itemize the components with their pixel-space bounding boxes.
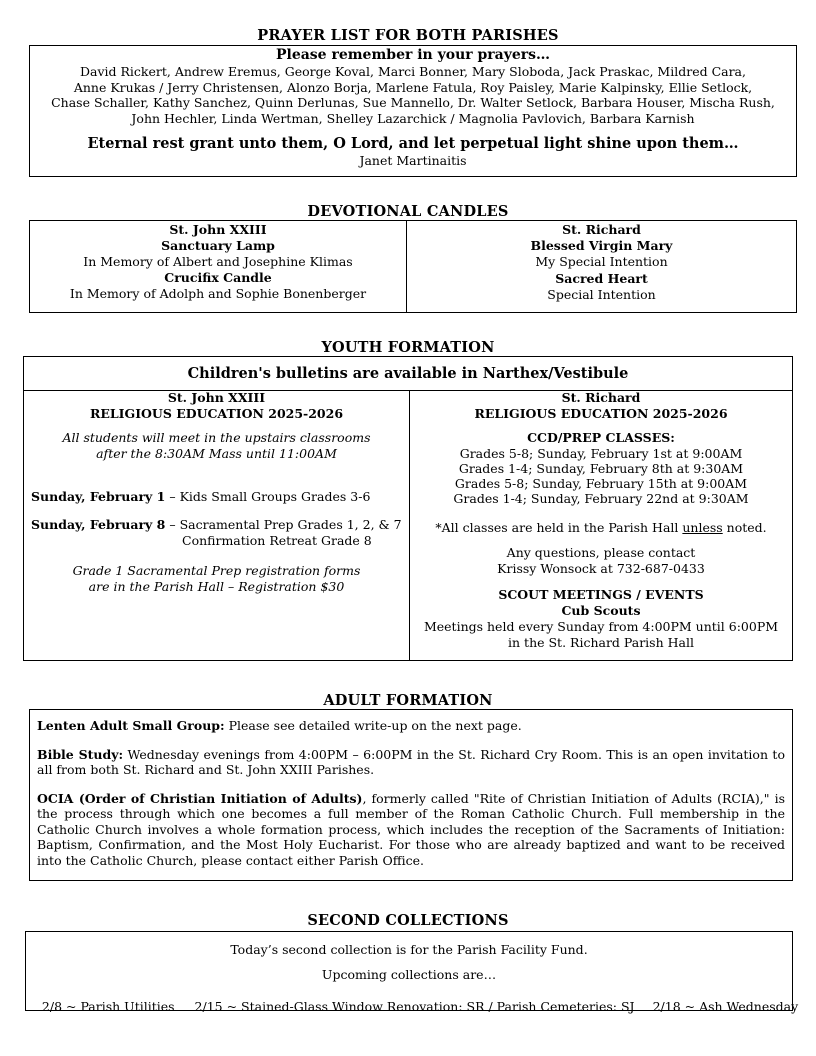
candles-left xyxy=(30,221,407,312)
classes-held-unless: unless xyxy=(682,520,723,535)
prayer-names-line: David Rickert, Andrew Eremus, George Koval, Marci Bonner, Mary Sloboda, Jack Praskac, Mildred Cara, xyxy=(79,64,746,79)
youth-left xyxy=(24,390,410,660)
candles-right-parish: St. Richard xyxy=(562,222,641,237)
ccd-heading: CCD/PREP CLASSES: xyxy=(527,430,675,445)
ccd-class-item: Grades 1-4; Sunday, February 8th at 9:30AM xyxy=(458,461,744,476)
ccd-class-item: Grades 5-8; Sunday, February 1st at 9:00AM xyxy=(459,446,743,461)
prayer-box xyxy=(29,45,797,177)
collection-item: 2/18 ~ Ash Wednesday xyxy=(652,999,799,1014)
candles-box xyxy=(29,220,797,313)
contact-line1: Any questions, please contact xyxy=(506,545,696,560)
candles-right xyxy=(407,221,796,312)
collections-items-row xyxy=(26,983,799,1031)
collection-item: 2/8 ~ Parish Utilities xyxy=(41,999,175,1014)
adult-bible-label: Bible Study: xyxy=(37,746,124,762)
candles-left-item2-memo: In Memory of Adolph and Sophie Bonenberger xyxy=(69,286,367,301)
scout-line2: in the St. Richard Parish Hall xyxy=(508,635,694,650)
adult-lenten-label: Lenten Adult Small Group: xyxy=(37,718,225,733)
youth-right-program: RELIGIOUS EDUCATION 2025-2026 xyxy=(474,406,728,421)
collections-upcoming: Upcoming collections are… xyxy=(321,967,497,982)
candles-right-item1: Blessed Virgin Mary xyxy=(530,238,673,253)
youth-banner: Children's bulletins are available in Narthex/Vestibule xyxy=(24,357,792,391)
adult-ocia-label: OCIA (Order of Christian Initiation of Adults) xyxy=(37,790,363,806)
scout-heading: SCOUT MEETINGS / EVENTS xyxy=(498,587,704,602)
adult-lenten-paragraph xyxy=(37,718,785,734)
collections-today: Today’s second collection is for the Parish Facility Fund. xyxy=(230,942,588,957)
candles-right-item2: Sacred Heart xyxy=(555,271,648,286)
adult-ocia-text: , formerly called "Rite of Christian Initiation of Adults (RCIA)," is the process through which one becomes a full member of the Roman Catholic Church. Full membership in the Catholic Church involves a whole formation process, which includes the reception of the Sacraments of Initiation: Baptism, Confirmation, and the Most Holy Eucharist. For those who are already baptized and want to be received into the Catholic Church, please contact either Parish Office. xyxy=(37,790,785,868)
youth-left-note1: All students will meet in the upstairs classrooms xyxy=(62,430,371,445)
classes-held-pre: *All classes are held in the Parish Hall xyxy=(435,520,683,535)
youth-box xyxy=(23,356,793,661)
youth-left-reg2: are in the Parish Hall – Registration $30 xyxy=(88,579,345,594)
youth-left-date2-text: – Sacramental Prep Grades 1, 2, & 7 xyxy=(165,517,402,532)
youth-left-date2-text2: Confirmation Retreat Grade 8 xyxy=(182,533,372,548)
youth-title: YOUTH FORMATION xyxy=(321,339,495,356)
prayer-names-line: Anne Krukas / Jerry Christensen, Alonzo Borja, Marlene Fatula, Roy Paisley, Marie Kalpinsky, Ellie Setlock, xyxy=(73,79,753,95)
ccd-class-item: Grades 5-8; Sunday, February 15th at 9:00AM xyxy=(454,476,748,491)
adult-bible-paragraph xyxy=(37,747,785,778)
candles-right-item1-memo: My Special Intention xyxy=(535,254,668,269)
youth-right xyxy=(410,390,792,660)
eternal-rest-heading: Eternal rest grant unto them, O Lord, and let perpetual light shine upon them… xyxy=(87,135,739,152)
youth-left-reg1: Grade 1 Sacramental Prep registration forms xyxy=(72,563,361,578)
youth-left-program: RELIGIOUS EDUCATION 2025-2026 xyxy=(89,406,344,421)
adult-title: ADULT FORMATION xyxy=(323,692,493,709)
youth-left-date1-row xyxy=(24,489,409,505)
adult-ocia-paragraph xyxy=(37,791,785,869)
youth-left-note2: after the 8:30AM Mass until 11:00AM xyxy=(96,446,337,461)
adult-bible-text: Wednesday evenings from 4:00PM – 6:00PM in the St. Richard Cry Room. This is an open invitation to all from both St. Richard and St. John XXIII Parishes. xyxy=(37,746,785,777)
youth-left-date2-row xyxy=(24,517,409,533)
scout-line1: Meetings held every Sunday from 4:00PM until 6:00PM xyxy=(423,619,779,634)
prayer-title: PRAYER LIST FOR BOTH PARISHES xyxy=(257,27,559,44)
collections-box xyxy=(25,931,799,1014)
ccd-class-list xyxy=(410,446,792,506)
deceased-names: Janet Martinaitis xyxy=(359,153,467,168)
candles-title: DEVOTIONAL CANDLES xyxy=(307,203,509,220)
candles-left-item1: Sanctuary Lamp xyxy=(161,238,275,253)
collections-title: SECOND COLLECTIONS xyxy=(307,912,509,929)
candles-left-item2: Crucifix Candle xyxy=(164,270,272,285)
collection-item: 2/15 ~ Stained-Glass Window Renovation: SR / Parish Cemeteries: SJ xyxy=(194,999,635,1014)
adult-box xyxy=(29,709,793,881)
candles-right-item2-memo: Special Intention xyxy=(547,287,656,302)
classes-held-post: noted. xyxy=(722,520,767,535)
youth-left-date2: Sunday, February 8 xyxy=(31,517,166,532)
classes-held-note xyxy=(410,520,792,536)
scout-subheading: Cub Scouts xyxy=(561,603,641,618)
prayer-names-line: John Hechler, Linda Wertman, Shelley Lazarchick / Magnolia Pavlovich, Barbara Karnish xyxy=(131,110,695,126)
youth-left-date1-text: – Kids Small Groups Grades 3-6 xyxy=(165,489,371,504)
youth-left-parish: St. John XXIII xyxy=(167,390,266,405)
ccd-class-item: Grades 1-4; Sunday, February 22nd at 9:30AM xyxy=(453,491,749,506)
adult-lenten-text: Please see detailed write-up on the next page. xyxy=(224,718,522,733)
youth-left-date1: Sunday, February 1 xyxy=(31,489,166,504)
youth-right-parish: St. Richard xyxy=(561,390,641,405)
candles-left-parish: St. John XXIII xyxy=(169,222,267,237)
contact-line2: Krissy Wonsock at 732-687-0433 xyxy=(497,561,705,576)
prayer-names xyxy=(30,64,796,126)
prayer-heading: Please remember in your prayers… xyxy=(275,47,551,63)
candles-left-item1-memo: In Memory of Albert and Josephine Klimas xyxy=(83,254,353,269)
prayer-names-line: Chase Schaller, Kathy Sanchez, Quinn Derlunas, Sue Mannello, Dr. Walter Setlock, Barbara Houser, Mischa Rush, xyxy=(51,95,775,110)
